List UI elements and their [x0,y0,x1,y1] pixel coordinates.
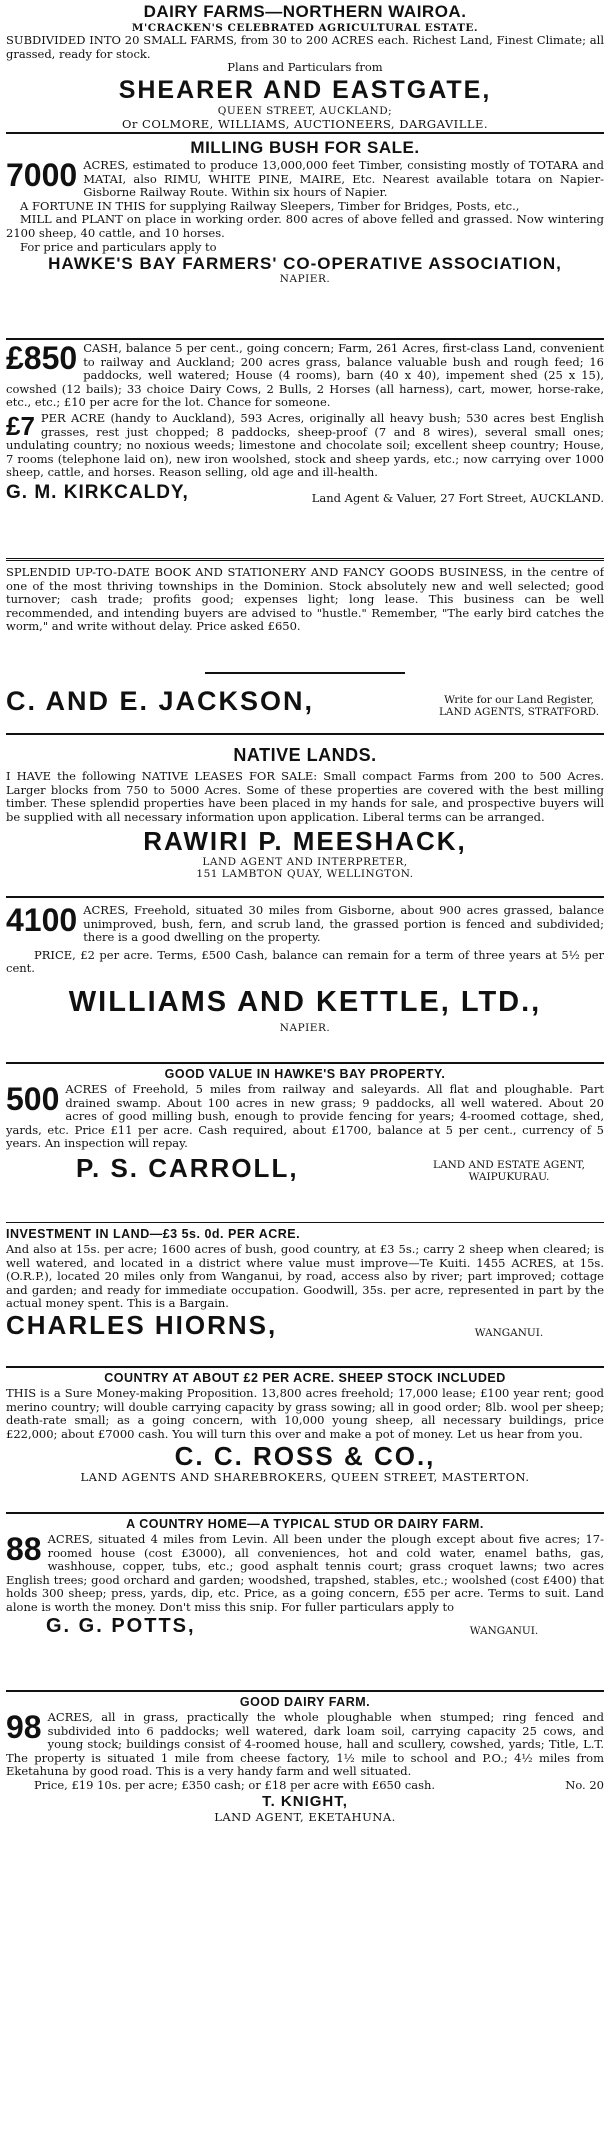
firm-address: LAND AGENTS AND SHAREBROKERS, QUEEN STREET, MASTERTON. [80,1470,530,1485]
ad-line: Plans and Particulars from [227,60,383,75]
firm-address: QUEEN STREET, AUCKLAND; [217,104,393,117]
ad-kirkcaldy [6,342,604,552]
ad-carroll [6,1066,604,1218]
ad-jackson [6,684,604,728]
ad-body: CASH, balance 5 per cent., going concern; Farm, 261 Acres, first-class Land, convenient to railway and Auckland; 200 acres grass, balance valuable bush and rough feed; 16 paddocks, well watered; House (4 rooms), barn (40 x 40), impement shed (25 x 15), cowshed (12 bails); 33 choice Dairy Cows, 2 Bulls, 2 Horses (all harness), cart, mower, horse-rake, etc., etc.; £10 per acre for the lot. Chance for someone. [6,342,604,410]
ad-body: THIS is a Sure Money-making Proposition. 13,800 acres freehold; 17,000 lease; £100 year rent; good merino country; will double carrying capacity by grass sowing; all in good order; 8lb. wool per sheep; death-rate small; as a going concern, with 10,000 young sheep, all necessary buildings, price £22,000; about £7000 cash. You will turn this over and make a pot of money. Let us hear from you. [6,1386,604,1441]
firm-name: WILLIAMS AND KETTLE, LTD., [68,985,542,1018]
divider [6,1222,604,1223]
firm-agent: WANGANUI. [469,1624,539,1637]
ad-heading: DAIRY FARMS—NORTHERN WAIROA. [143,2,467,21]
firm-address: NAPIER. [279,1021,331,1034]
ad-ref: No. 20 [565,1777,604,1792]
ad-body: SUBDIVIDED INTO 20 SMALL FARMS, from 30 to 200 ACRES each. Richest Land, Finest Climate; all grassed, ready for stock. [6,33,604,61]
ad-body: I HAVE the following NATIVE LEASES FOR SALE: Small compact Farms from 200 to 500 Acres. Larger blocks from 750 to 5000 Acres. Some of these properties are covered with the best milling timber. These splendid properties have been placed in my hands for sale, and prospective buyers will be supplied with all necessary information upon application. Liberal terms can be arranged. [6,769,604,824]
firm-agent: LAND AND ESTATE AGENT, WAIPUKURAU. [433,1158,585,1183]
ad-book-business [6,566,604,662]
divider [6,1512,604,1514]
ad-number: 7000 [6,157,78,193]
firm-name: P. S. CARROLL, [76,1152,299,1183]
ad-number: 500 [6,1081,60,1117]
divider [6,558,604,561]
ad-heading: GOOD VALUE IN HAWKE'S BAY PROPERTY. [164,1067,446,1081]
ad-body: ACRES, situated 4 miles from Levin. All been under the plough except about five acres; 17-roomed house (cost £3000), all conveniences, hot and cold water, enamel baths, gas, washhouse, copper, tubs, etc.; good asphalt tennis court; grass croquet lawns; two acres English trees; good orchard and garden; woodshed, trapshed, stables, etc.; woolshed (cost £400) that holds 300 sheep; press, yards, dip, etc. Price, as a going concern, £55 per acre. Terms to suit. Land alone is worth the money. Don't miss this snip. For fuller particulars apply to [6,1532,604,1614]
ad-number-2: £7 [6,410,35,441]
firm-name: C. C. ROSS & CO., [174,1441,436,1472]
ad-heading: GOOD DAIRY FARM. [239,1695,371,1709]
firm-alt: Or COLMORE, WILLIAMS, AUCTIONEERS, DARGAVILLE. [121,116,489,130]
divider [6,1366,604,1368]
ad-ross [6,1370,604,1508]
ad-number: 88 [6,1531,42,1567]
ad-body-2: Price, £19 10s. per acre; £350 cash; or £18 per acre with £650 cash. [34,1777,436,1792]
ad-milling-bush [6,137,604,334]
ad-body-2: PER ACRE (handy to Auckland), 593 Acres, originally all heavy bush; 530 acres best English grasses, rest just chopped; 8 paddocks, sheep-proof (7 and 8 wires), several small ones; undulating country; no noxious weeds; limestone and chocolate soil; excellent sheep country; House, 7 rooms (telephone laid on), new iron woolshed, stock and sheep yards, etc.; now carrying over 1000 sheep, cattle, and horses. Reason selling, old age and ill-health. [6,410,604,480]
ad-body: ACRES, all in grass, practically the whole ploughable when stumped; ring fenced and subdivided into 6 paddocks; well watered, dark loam soil, carrying capacity 25 cows, and young stock; buildings consist of 4-roomed house, hall and scullery, cowshed, yards; Title, L.T. The property is situated 1 mile from cheese factory, 1½ mile to school and P.O.; 4½ miles from Eketahuna by good road. This is a very handy farm and well situated. [6,1710,604,1779]
divider [6,733,604,735]
firm-name: T. KNIGHT, [262,1792,348,1810]
ad-potts [6,1516,604,1686]
ad-heading: COUNTRY AT ABOUT £2 PER ACRE. SHEEP STOCK INCLUDED [104,1371,506,1385]
firm-address-2: 151 LAMBTON QUAY, WELLINGTON. [196,868,414,881]
ad-body: SPLENDID UP-TO-DATE BOOK AND STATIONERY AND FANCY GOODS BUSINESS, in the centre of one of the most thriving townships in the Dominion. Stock absolutely new and well selected; good turnover; cash trade; profits good; expenses light; long lease. This business can be well recommended, and intending buyers are advised to "hustle." Remember, "The early bird catches the worm," and write without delay. Price asked £650. [6,566,604,634]
divider [6,132,604,134]
ad-number: £850 [6,342,78,376]
ad-heading: NATIVE LANDS. [233,745,377,765]
divider [6,338,604,340]
divider [6,896,604,898]
ad-body-3: MILL and PLANT on place in working order. 800 acres of above felled and grassed. Now wintering 2100 sheep, 40 cattle, and 10 horses. [6,212,604,240]
firm-address: LAND AGENT AND INTERPRETER, [202,856,408,869]
ad-williams-kettle [6,904,604,1054]
ad-line: For price and particulars apply to [20,239,217,254]
ad-body: ACRES, Freehold, situated 30 miles from Gisborne, about 900 acres grassed, balance unimproved, bush, fern, and scrub land, the grassed portion is fenced and subdivided; there is a good dwelling on the property. [83,904,604,945]
firm-name: SHEARER AND EASTGATE, [118,75,492,104]
ad-dairy-farms [6,2,604,130]
ad-number: 4100 [6,904,78,938]
firm-address: LAND AGENT, EKETAHUNA. [214,1809,396,1824]
firm-agent: Land Agent & Valuer, 27 Fort Street, AUCKLAND. [311,490,604,505]
firm-name: HAWKE'S BAY FARMERS' CO-OPERATIVE ASSOCIATION, [48,254,562,274]
firm-agent: Write for our Land Register, LAND AGENTS, STRATFORD. [438,694,600,718]
ad-heading: MILLING BUSH FOR SALE. [190,138,420,157]
firm-name: CHARLES HIORNS, [6,1309,278,1340]
firm-name: G. M. KIRKCALDY, [6,481,189,503]
firm-name: C. AND E. JACKSON, [6,686,315,716]
ad-body-2: A FORTUNE IN THIS for supplying Railway Sleepers, Timber for Bridges, Posts, etc., [20,198,520,213]
ad-native-lands [6,740,604,890]
ad-body: ACRES of Freehold, 5 miles from railway and saleyards. All flat and ploughable. Part drained swamp. About 100 acres in new grass; 9 paddocks, all well watered. About 20 acres of good milling bush, enough to provide fencing for years; 4-roomed cottage, shed, yards, etc. Price £11 per acre. Cash required, about £1700, balance at 5 per cent., currency of 5 years. An inspection will repay. [6,1082,604,1151]
divider-short [205,672,405,674]
firm-name: G. G. POTTS, [46,1614,196,1637]
ad-subheading: M'CRACKEN'S CELEBRATED AGRICULTURAL ESTATE. [131,22,479,34]
divider [6,1690,604,1692]
ad-body: And also at 15s. per acre; 1600 acres of bush, good country, at £3 5s.; carry 2 sheep when cleared; is well watered, and located in a district where value must improve—Te Kuiti. 1455 ACRES, at 15s. (O.R.P.), located 20 miles only from Wanganui, by road, access also by river; part improved; cottage and garden; and ready for immediate occupation. Goodwill, 35s. per acre, represented in part by the actual money spent. This is a Bargain. [6,1242,604,1311]
firm-name: RAWIRI P. MEESHACK, [143,826,467,857]
ad-heading: A COUNTRY HOME—A TYPICAL STUD OR DAIRY FARM. [126,1517,484,1531]
ad-heading: INVESTMENT IN LAND—£3 5s. 0d. PER ACRE. [6,1227,301,1241]
ad-number: 98 [6,1709,42,1745]
firm-address: NAPIER. [279,273,331,286]
ad-body-2: PRICE, £2 per acre. Terms, £500 Cash, balance can remain for a term of three years at 5½ per cent. [6,947,604,976]
divider [6,1062,604,1064]
firm-agent: WANGANUI. [474,1326,544,1339]
ad-body: ACRES, estimated to produce 13,000,000 feet Timber, consisting mostly of TOTARA and MATAI, also RIMU, WHITE PINE, MAIRE, Etc. Nearest available totara on Napier-Gisborne Railway Route. Within six hours of Napier. [83,158,604,200]
ad-knight [6,1694,604,1854]
ad-hiorns [6,1226,604,1362]
